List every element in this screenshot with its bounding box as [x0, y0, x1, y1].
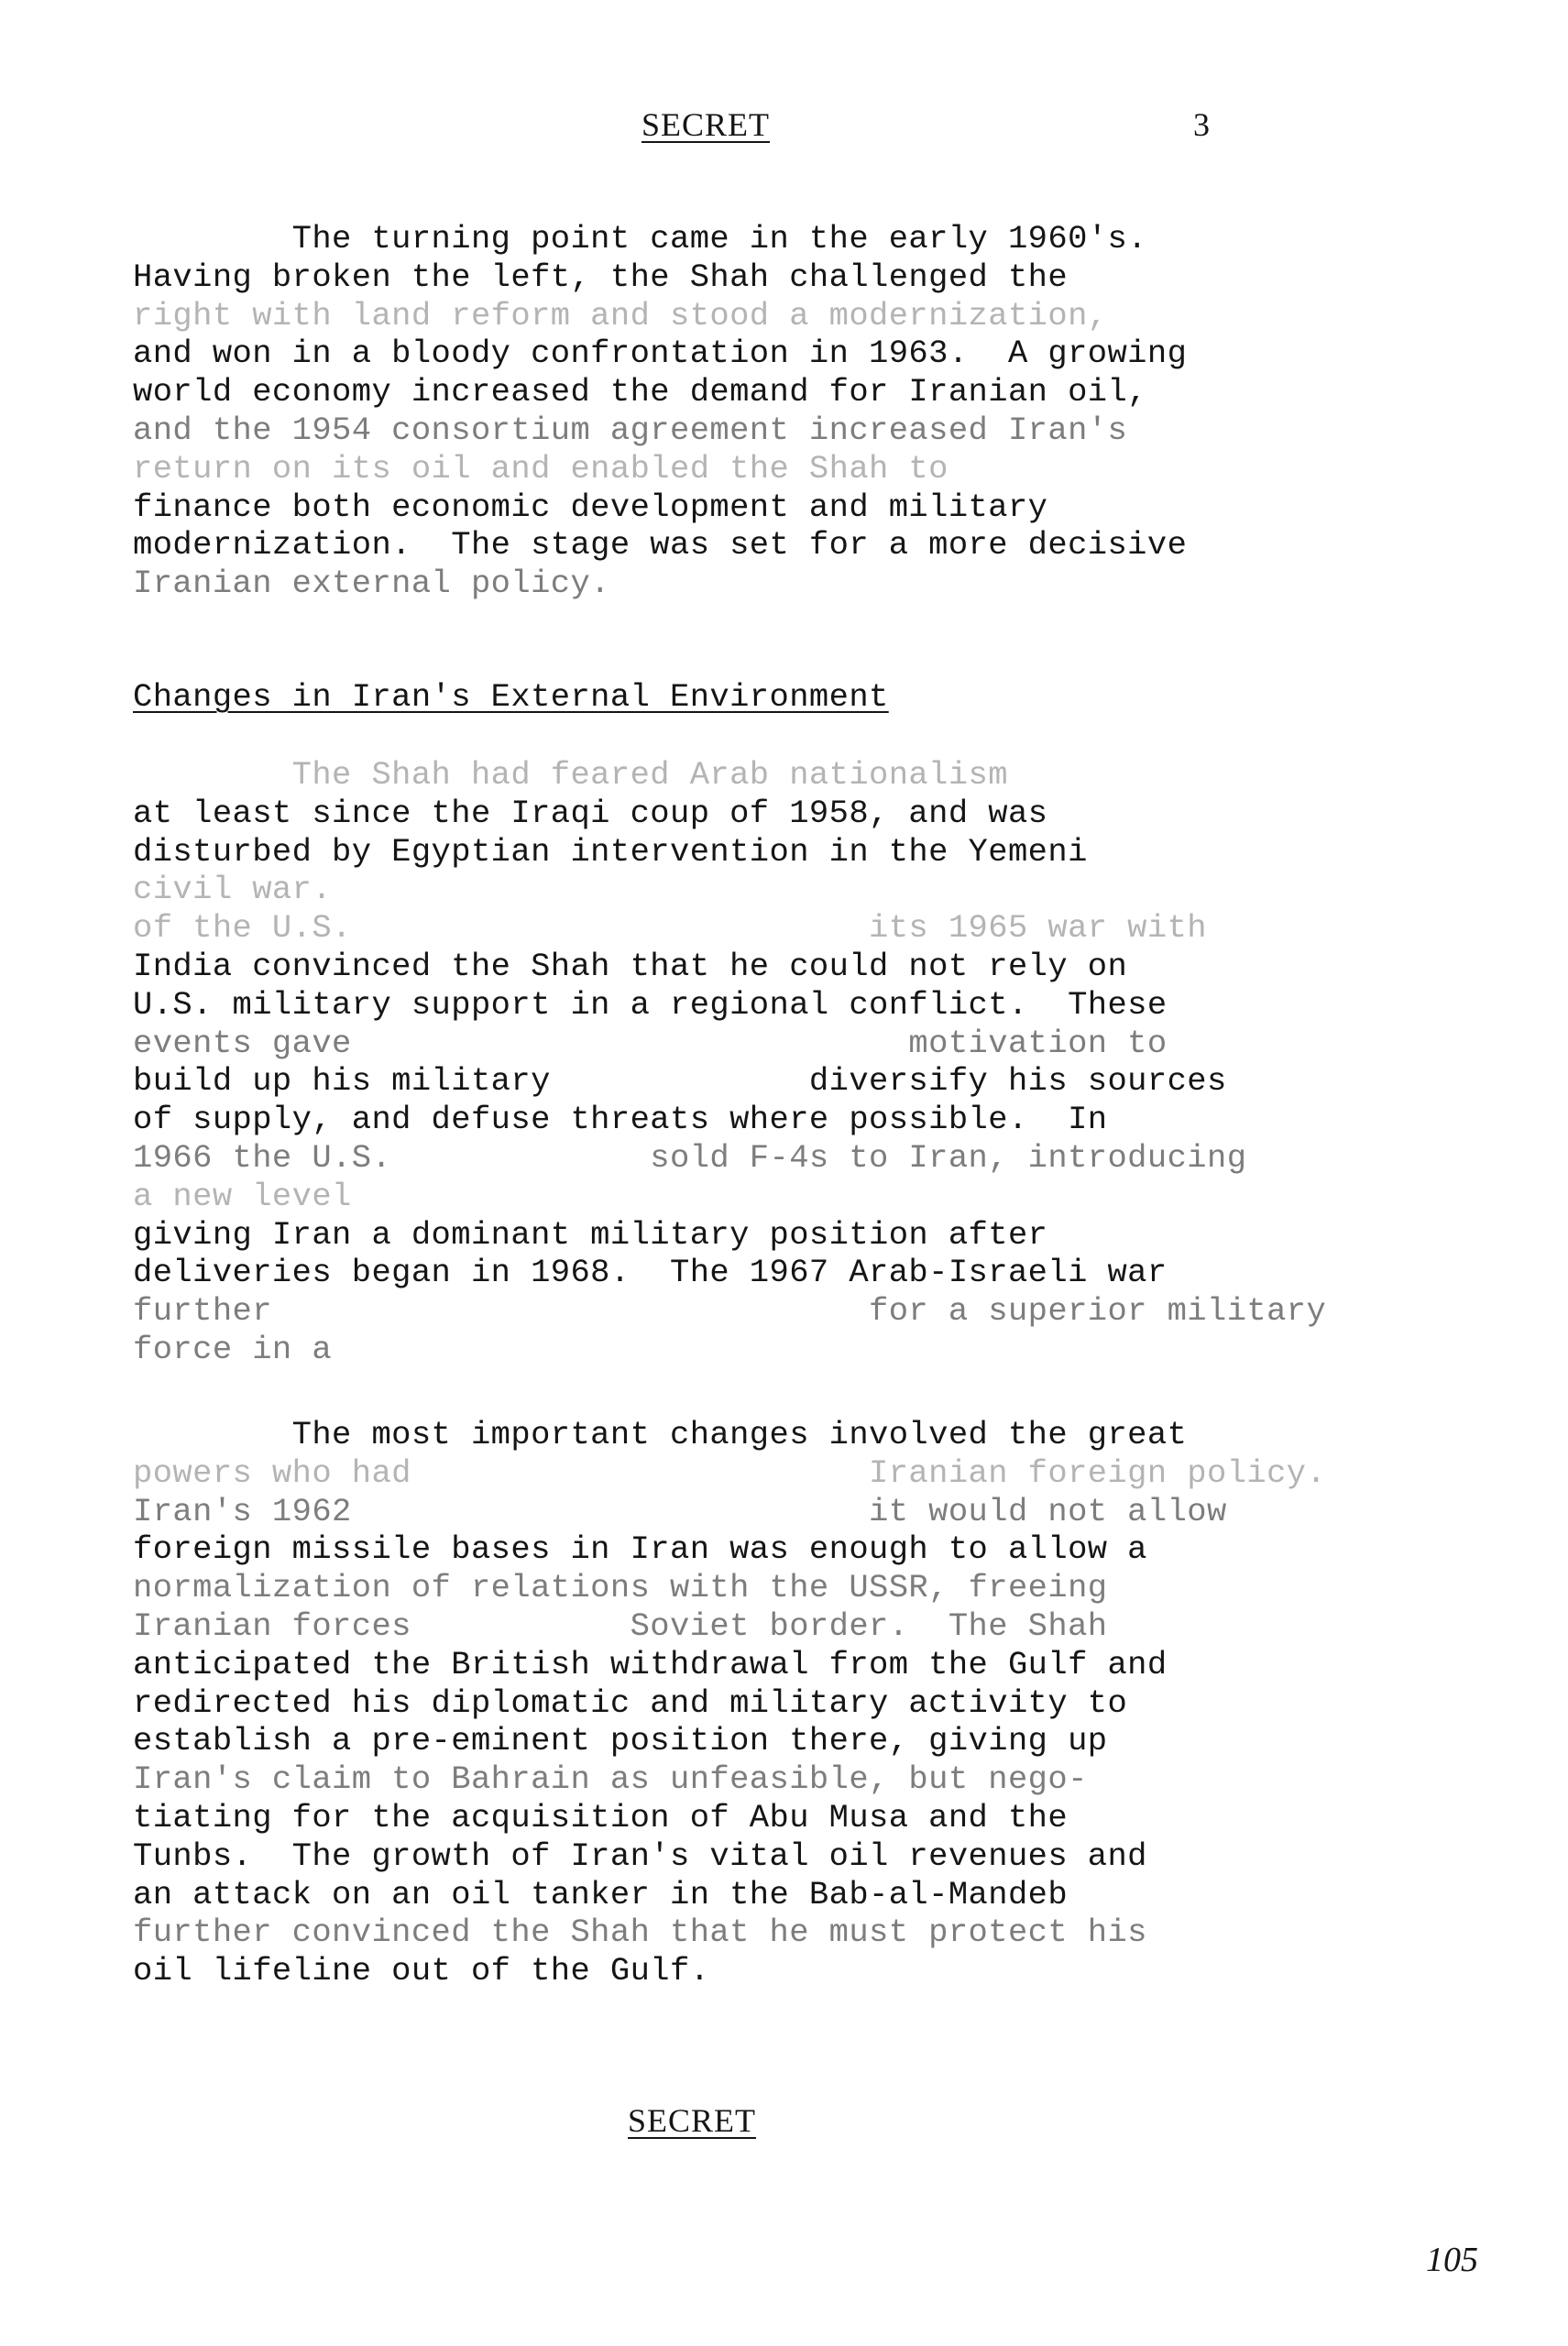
- text-line: The turning point came in the early 1960's.: [133, 220, 1147, 258]
- text-line: build up his military diversify his sources: [133, 1062, 1227, 1101]
- text-line: tiating for the acquisition of Abu Musa and the: [133, 1798, 1069, 1836]
- page-number: 3: [1193, 106, 1210, 143]
- text-line: giving Iran a dominant military position after: [133, 1215, 1048, 1254]
- section-heading: Changes in Iran's External Environment: [133, 678, 889, 716]
- text-line: an attack on an oil tanker in the Bab-al-Mandeb: [133, 1875, 1069, 1913]
- text-line: Iran's 1962 it would not allow: [133, 1492, 1227, 1530]
- text-line: Iran's claim to Bahrain as unfeasible, but nego-: [133, 1760, 1088, 1799]
- text-line: anticipated the British withdrawal from the Gulf and: [133, 1645, 1168, 1683]
- text-line: The Shah had feared Arab nationalism: [133, 756, 1008, 794]
- paragraph-turning-point: [133, 220, 1416, 603]
- text-line: return on its oil and enabled the Shah to: [133, 449, 948, 488]
- text-line: civil war.: [133, 871, 333, 909]
- text-line: further convinced the Shah that he must protect his: [133, 1913, 1147, 1952]
- text-line: and the 1954 consortium agreement increased Iran's: [133, 411, 1128, 449]
- text-line: world economy increased the demand for Iranian oil,: [133, 373, 1147, 411]
- text-line: India convinced the Shah that he could not rely on: [133, 947, 1128, 985]
- text-line: of supply, and defuse threats where possible. In: [133, 1101, 1108, 1139]
- text-line: redirected his diplomatic and military activity to: [133, 1683, 1128, 1722]
- text-line: finance both economic development and military: [133, 488, 1048, 526]
- text-line: The most important changes involved the great: [133, 1416, 1188, 1453]
- text-line: Iranian external policy.: [133, 565, 610, 603]
- text-line: foreign missile bases in Iran was enough to allow a: [133, 1530, 1147, 1569]
- text-line: of the U.S. its 1965 war with: [133, 909, 1207, 948]
- paragraph-great-powers: [133, 1416, 1416, 1990]
- text-line: deliveries began in 1968. The 1967 Arab-Israeli war: [133, 1254, 1168, 1292]
- text-line: right with land reform and stood a modernization,: [133, 296, 1108, 334]
- text-line: U.S. military support in a regional conflict. These: [133, 985, 1168, 1024]
- text-line: disturbed by Egyptian intervention in the Yemeni: [133, 832, 1088, 871]
- classification-marking-bottom: SECRET: [628, 2102, 757, 2139]
- text-line: Tunbs. The growth of Iran's vital oil revenues and: [133, 1836, 1147, 1875]
- paragraph-external-environment: [133, 756, 1416, 1369]
- text-line: and won in a bloody confrontation in 1963. A growing: [133, 334, 1188, 373]
- text-line: powers who had Iranian foreign policy.: [133, 1453, 1327, 1492]
- text-line: events gave motivation to: [133, 1024, 1168, 1062]
- text-line: oil lifeline out of the Gulf.: [133, 1952, 710, 1990]
- classification-marking-top: SECRET: [641, 106, 771, 143]
- text-line: normalization of relations with the USSR, freeing: [133, 1569, 1108, 1607]
- text-line: Iranian forces Soviet border. The Shah: [133, 1606, 1108, 1645]
- text-line: Having broken the left, the Shah challenged the: [133, 258, 1069, 296]
- text-line: force in a: [133, 1330, 333, 1368]
- text-line: at least since the Iraqi coup of 1958, and was: [133, 794, 1048, 832]
- text-line: a new level: [133, 1177, 352, 1215]
- text-line: further for a superior military: [133, 1292, 1327, 1331]
- text-line: 1966 the U.S. sold F-4s to Iran, introducing: [133, 1138, 1247, 1177]
- text-line: establish a pre-eminent position there, giving up: [133, 1722, 1108, 1760]
- text-line: modernization. The stage was set for a more decisive: [133, 526, 1188, 565]
- folio-number: 105: [1426, 2241, 1478, 2279]
